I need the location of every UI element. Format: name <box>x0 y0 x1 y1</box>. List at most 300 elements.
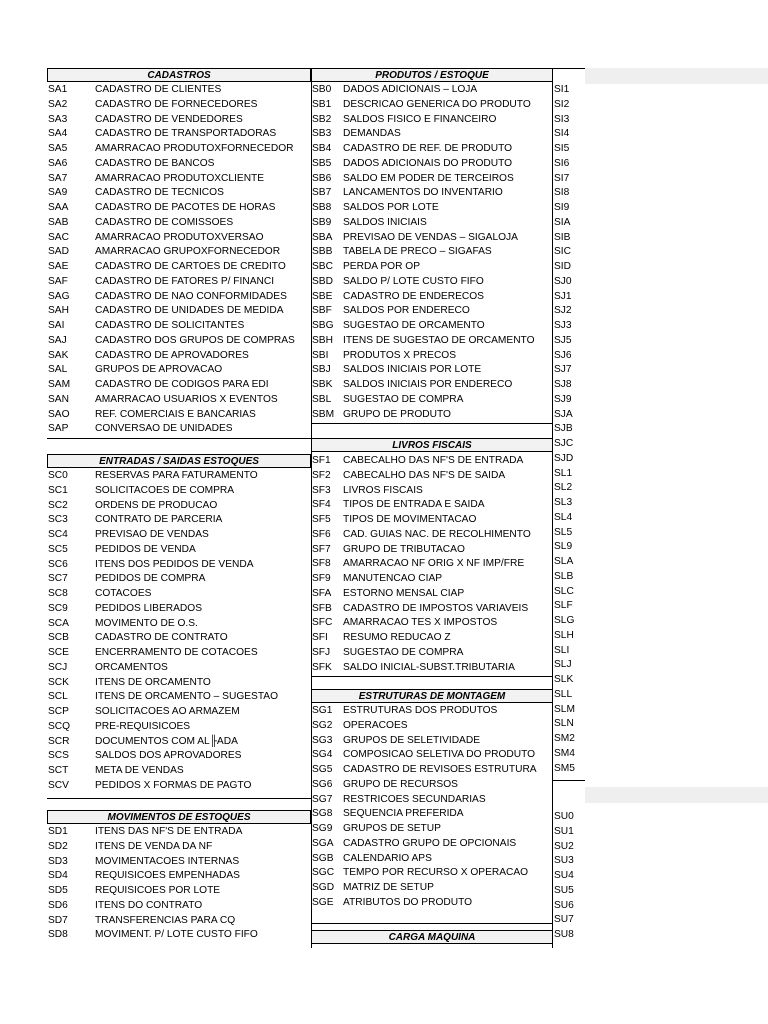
table-code: SJ0 <box>554 275 572 287</box>
table-row <box>553 899 585 913</box>
table-row <box>553 172 585 186</box>
table-code: SG8 <box>312 808 333 820</box>
table-description: REF. COMERCIAIS E BANCARIAS <box>95 408 256 420</box>
table-description: SUGESTAO DE COMPRA <box>343 646 464 658</box>
table-code: SB6 <box>312 172 332 184</box>
table-row <box>553 363 585 377</box>
table-row <box>553 231 585 245</box>
table-code: SF4 <box>312 499 331 511</box>
table-code: SI7 <box>554 172 570 184</box>
table-code: SF5 <box>312 514 331 525</box>
table-description: RESERVAS PARA FATURAMENTO <box>95 470 258 481</box>
table-description: SALDO EM PODER DE TERCEIROS <box>343 172 514 184</box>
table-row <box>311 719 553 733</box>
section-header-livros: LIVROS FISCAIS <box>311 438 553 452</box>
table-row <box>553 810 585 824</box>
table-code: SBF <box>312 305 332 317</box>
table-code: SCB <box>48 632 69 644</box>
table-code: SBC <box>312 261 333 272</box>
table-description: AMARRACAO PRODUTOXFORNECEDOR <box>95 143 294 154</box>
table-description: GRUPOS DE SETUP <box>343 823 441 834</box>
table-code: SLA <box>554 556 574 567</box>
table-row <box>47 186 311 200</box>
table-description: ITENS DE ORCAMENTO <box>95 676 211 688</box>
table-description: CADASTRO DE SOLICITANTES <box>95 320 245 331</box>
table-description: GRUPOS DE APROVACAO <box>95 364 223 376</box>
table-row <box>311 528 553 542</box>
table-code: SA9 <box>48 187 68 199</box>
table-code: SU3 <box>554 855 574 867</box>
table-row <box>47 142 311 156</box>
table-code: SG2 <box>312 719 333 731</box>
table-code: SJA <box>554 408 573 420</box>
table-code: SB0 <box>312 84 332 95</box>
table-description: SALDOS INICIAIS <box>343 216 427 228</box>
table-description: CADASTRO DE APROVADORES <box>95 349 249 361</box>
table-code: SM4 <box>554 747 575 759</box>
table-row <box>311 260 553 274</box>
table-row <box>311 837 553 851</box>
table-row <box>47 469 311 483</box>
table-code: SAJ <box>48 334 67 346</box>
table-description: SUGESTAO DE ORCAMENTO <box>343 320 485 331</box>
table-row <box>311 616 553 630</box>
table-row <box>553 762 585 776</box>
table-description: CADASTRO DE TECNICOS <box>95 187 224 199</box>
table-row <box>553 216 585 230</box>
table-row <box>553 928 585 942</box>
table-row <box>553 747 585 761</box>
table-row <box>311 778 553 792</box>
table-description: TABELA DE PRECO – SIGAFAS <box>343 246 492 258</box>
table-row <box>47 378 311 392</box>
table-code: SF1 <box>312 455 331 466</box>
table-row <box>47 245 311 259</box>
table-code: SAG <box>48 290 70 302</box>
table-code: SLK <box>554 674 574 685</box>
table-code: SB9 <box>312 216 332 228</box>
column-border <box>311 68 312 948</box>
table-code: SL3 <box>554 497 573 508</box>
table-row <box>47 216 311 230</box>
table-code: SU4 <box>554 870 574 881</box>
table-description: DEMANDAS <box>343 128 401 140</box>
table-description: CABECALHO DAS NF'S DE ENTRADA <box>343 455 524 466</box>
table-description: RESTRICOES SECUNDARIAS <box>343 793 486 805</box>
table-code: SAH <box>48 305 69 317</box>
table-description: COTACOES <box>95 588 152 599</box>
table-row <box>47 705 311 719</box>
table-row <box>311 172 553 186</box>
table-row <box>553 585 585 599</box>
table-row <box>47 127 311 141</box>
table-code: SL4 <box>554 511 573 523</box>
table-description: ENCERRAMENTO DE COTACOES <box>95 647 258 658</box>
table-row <box>47 840 311 854</box>
table-code: SAE <box>48 261 69 272</box>
table-row <box>553 913 585 927</box>
table-row <box>311 793 553 807</box>
table-code: SD4 <box>48 870 68 882</box>
table-code: SI3 <box>554 113 570 125</box>
table-code: SG7 <box>312 793 333 805</box>
table-code: SM2 <box>554 733 575 744</box>
table-code: SG3 <box>312 734 333 746</box>
table-code: SBE <box>312 290 333 302</box>
table-code: SD3 <box>48 855 68 867</box>
table-description: MOVIMENTO DE O.S. <box>95 617 198 629</box>
table-row <box>553 869 585 883</box>
table-row <box>553 349 585 363</box>
table-row <box>47 869 311 883</box>
table-row <box>311 334 553 348</box>
table-code: SGC <box>312 867 335 879</box>
table-description: CADASTRO DE REVISOES ESTRUTURA <box>343 764 537 775</box>
table-row <box>553 703 585 717</box>
table-code: SC5 <box>48 543 68 555</box>
table-code: SF9 <box>312 573 331 584</box>
table-description: ESTORNO MENSAL CIAP <box>343 587 465 599</box>
table-code: SJ7 <box>554 364 572 376</box>
table-code: SFK <box>312 661 332 673</box>
table-code: SU1 <box>554 825 574 837</box>
table-description: CADASTRO DE REF. DE PRODUTO <box>343 143 513 154</box>
table-code: SIA <box>554 216 571 228</box>
table-code: SD1 <box>48 826 68 837</box>
table-code: SC4 <box>48 529 68 540</box>
table-row <box>47 928 311 942</box>
table-row <box>553 157 585 171</box>
table-code: SF7 <box>312 543 331 555</box>
table-description: LANCAMENTOS DO INVENTARIO <box>343 187 503 199</box>
section-divider <box>311 676 553 677</box>
table-row <box>553 98 585 112</box>
table-code: SD8 <box>48 929 68 941</box>
table-description: TIPOS DE MOVIMENTACAO <box>343 514 477 525</box>
table-description: SALDOS INICIAIS POR LOTE <box>343 364 482 376</box>
table-row <box>311 275 553 289</box>
table-code: SA2 <box>48 98 68 110</box>
table-row <box>47 275 311 289</box>
table-code: SBA <box>312 231 333 243</box>
section-header-estruturas: ESTRUTURAS DE MONTAGEM <box>311 689 553 703</box>
table-description: ORCAMENTOS <box>95 661 168 673</box>
table-row <box>311 631 553 645</box>
table-description: META DE VENDAS <box>95 765 184 776</box>
table-code: SCR <box>48 735 70 747</box>
table-code: SC6 <box>48 558 68 570</box>
table-row <box>311 543 553 557</box>
table-code: SLG <box>554 615 575 626</box>
table-code: SAB <box>48 216 69 228</box>
table-row <box>47 720 311 734</box>
table-row <box>553 275 585 289</box>
table-description: MANUTENCAO CIAP <box>343 573 443 584</box>
sheet-band-middle <box>585 787 768 803</box>
table-code: SJ1 <box>554 290 572 302</box>
table-row <box>553 334 585 348</box>
table-description: SALDOS FISICO E FINANCEIRO <box>343 113 497 125</box>
table-row <box>311 866 553 880</box>
table-code: SJ2 <box>554 305 572 317</box>
table-code: SGE <box>312 896 334 908</box>
table-row <box>553 290 585 304</box>
table-row <box>311 602 553 616</box>
table-row <box>311 763 553 777</box>
section-header-movimentos: MOVIMENTOS DE ESTOQUES <box>47 810 311 824</box>
table-row <box>553 260 585 274</box>
table-description: CONTRATO DE PARCERIA <box>95 514 223 526</box>
section-divider <box>311 423 553 424</box>
table-row <box>47 528 311 542</box>
table-row <box>553 142 585 156</box>
table-code: SA7 <box>48 172 68 184</box>
table-code: SGD <box>312 882 335 893</box>
table-row <box>47 393 311 407</box>
table-code: SD6 <box>48 899 68 911</box>
table-row <box>553 378 585 392</box>
table-code: SJ8 <box>554 379 572 390</box>
table-code: SLC <box>554 585 574 597</box>
table-code: SC1 <box>48 484 68 496</box>
table-code: SLM <box>554 703 575 715</box>
table-description: CADASTRO DE UNIDADES DE MEDIDA <box>95 305 284 317</box>
table-code: SBH <box>312 334 333 346</box>
table-description: DOCUMENTOS COM AL╟ADA <box>95 735 238 747</box>
table-description: CADASTRO DE NAO CONFORMIDADES <box>95 290 287 302</box>
table-code: SD5 <box>48 885 68 896</box>
table-row <box>311 245 553 259</box>
table-code: SU7 <box>554 914 574 926</box>
table-code: SBJ <box>312 364 331 376</box>
table-description: GRUPO DE TRIBUTACAO <box>343 543 465 555</box>
table-row <box>47 290 311 304</box>
table-row <box>47 735 311 749</box>
table-row <box>311 822 553 836</box>
section-divider <box>47 798 311 799</box>
table-row <box>47 661 311 675</box>
table-description: PRE-REQUISICOES <box>95 720 191 732</box>
table-row <box>311 587 553 601</box>
table-row <box>311 469 553 483</box>
table-code: SCQ <box>48 720 71 732</box>
section-header-cadastros: CADASTROS <box>47 68 311 82</box>
table-row <box>47 749 311 763</box>
table-description: ESTRUTURAS DOS PRODUTOS <box>343 705 498 716</box>
table-row <box>311 513 553 527</box>
table-row <box>553 854 585 868</box>
table-row <box>47 408 311 422</box>
table-row <box>553 658 585 672</box>
table-row <box>553 526 585 540</box>
table-row <box>311 896 553 910</box>
table-description: LIVROS FISCAIS <box>343 484 423 496</box>
table-code: SFC <box>312 617 333 629</box>
table-row <box>311 304 553 318</box>
table-row <box>553 186 585 200</box>
table-description: PRODUTOS X PRECOS <box>343 349 457 361</box>
table-row <box>47 319 311 333</box>
table-row <box>311 748 553 762</box>
table-description: CADASTRO DE CODIGOS PARA EDI <box>95 379 269 390</box>
table-row <box>553 319 585 333</box>
table-description: SALDO P/ LOTE CUSTO FIFO <box>343 275 484 287</box>
table-description: CADASTRO DE CARTOES DE CREDITO <box>95 261 286 272</box>
table-row <box>311 852 553 866</box>
table-row <box>311 157 553 171</box>
table-code: SLH <box>554 629 574 641</box>
table-code: SL2 <box>554 482 573 494</box>
table-description: CADASTRO DE VENDEDORES <box>95 113 243 125</box>
table-row <box>311 557 553 571</box>
table-description: ITENS DOS PEDIDOS DE VENDA <box>95 558 254 570</box>
table-description: SALDOS DOS APROVADORES <box>95 750 242 762</box>
table-row <box>311 498 553 512</box>
table-description: CADASTRO DE ENDERECOS <box>343 290 484 302</box>
table-row <box>311 142 553 156</box>
table-row <box>47 543 311 557</box>
table-code: SFB <box>312 602 332 614</box>
table-row <box>311 231 553 245</box>
table-code: SB7 <box>312 187 332 199</box>
table-description: CALENDARIO APS <box>343 852 432 864</box>
table-description: TIPOS DE ENTRADA E SAIDA <box>343 499 485 511</box>
table-row <box>553 408 585 422</box>
table-code: SI9 <box>554 202 570 213</box>
table-code: SG4 <box>312 749 333 761</box>
table-code: SCT <box>48 765 69 776</box>
table-row <box>47 83 311 97</box>
table-row <box>47 304 311 318</box>
table-code: SCP <box>48 706 69 717</box>
table-code: SC0 <box>48 470 68 481</box>
table-description: CADASTRO DE COMISSOES <box>95 216 234 228</box>
table-code: SD2 <box>48 840 68 852</box>
table-row <box>47 349 311 363</box>
table-row <box>553 127 585 141</box>
table-code: SU8 <box>554 929 574 940</box>
table-code: SFA <box>312 587 332 599</box>
table-code: SLB <box>554 570 574 582</box>
table-row <box>553 245 585 259</box>
table-row <box>47 646 311 660</box>
table-description: CADASTRO DE IMPOSTOS VARIAVEIS <box>343 602 529 614</box>
table-code: SAN <box>48 393 69 405</box>
table-code: SB4 <box>312 143 332 154</box>
table-code: SA6 <box>48 157 68 169</box>
table-description: CADASTRO GRUPO DE OPCIONAIS <box>343 837 517 849</box>
table-row <box>47 513 311 527</box>
table-code: SA3 <box>48 113 68 125</box>
table-description: PEDIDOS DE COMPRA <box>95 573 206 585</box>
table-row <box>311 881 553 895</box>
table-description: SOLICITACOES AO ARMAZEM <box>95 706 240 717</box>
table-code: SG9 <box>312 823 333 834</box>
table-code: SU0 <box>554 811 574 822</box>
section-divider <box>311 923 553 924</box>
table-code: SG6 <box>312 778 333 790</box>
table-row <box>47 764 311 778</box>
table-code: SI6 <box>554 157 570 169</box>
table-row <box>47 201 311 215</box>
table-description: SALDOS POR LOTE <box>343 202 439 213</box>
table-row <box>311 98 553 112</box>
table-code: SF8 <box>312 558 331 570</box>
table-code: SA5 <box>48 143 68 154</box>
table-code: SBB <box>312 246 333 258</box>
table-code: SU2 <box>554 840 574 852</box>
table-code: SBK <box>312 379 333 390</box>
table-description: SEQUENCIA PREFERIDA <box>343 808 464 820</box>
table-description: REQUISICOES EMPENHADAS <box>95 870 240 882</box>
table-row <box>47 602 311 616</box>
table-code: SJ6 <box>554 349 572 361</box>
table-code: SF3 <box>312 484 331 496</box>
table-description: AMARRACAO USUARIOS X EVENTOS <box>95 393 278 405</box>
table-row <box>311 201 553 215</box>
table-row <box>553 113 585 127</box>
table-row <box>553 840 585 854</box>
table-row <box>553 393 585 407</box>
table-description: GRUPO DE RECURSOS <box>343 778 458 790</box>
table-code: SIB <box>554 231 571 243</box>
table-row <box>47 363 311 377</box>
table-description: CADASTRO DE CLIENTES <box>95 84 222 95</box>
table-description: COMPOSICAO SELETIVA DO PRODUTO <box>343 749 536 761</box>
table-description: ITENS DE SUGESTAO DE ORCAMENTO <box>343 334 535 346</box>
table-row <box>311 408 553 422</box>
table-description: MATRIZ DE SETUP <box>343 882 434 893</box>
table-description: CADASTRO DE FORNECEDORES <box>95 98 258 110</box>
table-row <box>47 98 311 112</box>
table-description: CONVERSAO DE UNIDADES <box>95 423 233 435</box>
table-description: SALDOS POR ENDERECO <box>343 305 470 317</box>
table-description: ITENS DAS NF'S DE ENTRADA <box>95 826 243 837</box>
table-code: SB2 <box>312 113 332 125</box>
table-code: SJ5 <box>554 334 572 346</box>
table-row <box>47 899 311 913</box>
table-row <box>553 201 585 215</box>
table-row <box>311 83 553 97</box>
table-row <box>311 127 553 141</box>
table-code: SB8 <box>312 202 332 213</box>
column-middle <box>311 68 553 948</box>
table-code: SAO <box>48 408 70 420</box>
table-row <box>47 825 311 839</box>
table-code: SCL <box>48 691 68 703</box>
table-row <box>47 558 311 572</box>
table-code: SG5 <box>312 764 333 775</box>
table-description: ORDENS DE PRODUCAO <box>95 499 218 511</box>
table-row <box>311 704 553 718</box>
table-row <box>311 393 553 407</box>
table-description: AMARRACAO PRODUTOXVERSAO <box>95 231 264 243</box>
table-code: SLF <box>554 600 573 612</box>
table-row <box>553 496 585 510</box>
table-code: SLN <box>554 718 574 730</box>
table-description: ITENS DE ORCAMENTO – SUGESTAO <box>95 691 279 703</box>
table-code: SBL <box>312 393 332 405</box>
table-code: SBG <box>312 320 334 331</box>
table-description: MOVIMENT. P/ LOTE CUSTO FIFO <box>95 929 258 941</box>
table-code: SAK <box>48 349 69 361</box>
table-code: SCV <box>48 779 69 791</box>
table-row <box>311 349 553 363</box>
table-row <box>553 688 585 702</box>
section-header-entradas: ENTRADAS / SAIDAS ESTOQUES <box>47 454 311 468</box>
table-code: SCK <box>48 676 69 688</box>
table-code: SM5 <box>554 762 575 774</box>
